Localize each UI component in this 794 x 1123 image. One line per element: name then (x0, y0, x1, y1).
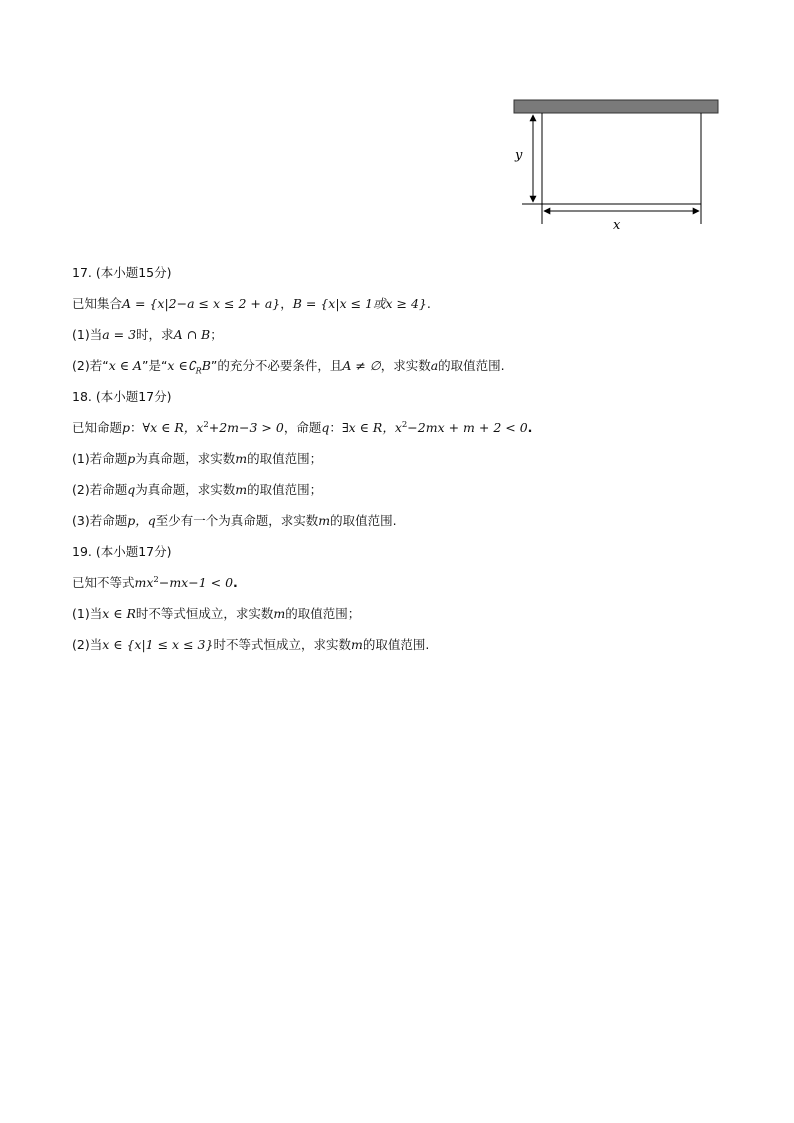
q18-stem: 已知命题p：∀x ∈ R，$x^2+2m-3 > 0$，命题q：∃x ∈ R，$x^2-2mx + m + 2 < 0$. (72, 419, 533, 435)
q17-stem: 已知集合A = {x|2−a ≤ x ≤ 2 + a}，B = {x|x ≤ 1或x ≥ 4}. (72, 296, 431, 311)
diagram-svg (508, 96, 728, 236)
q19-part2: (2)当x ∈ {x|1 ≤ x ≤ 3}时不等式恒成立，求实数m的取值范围. (72, 637, 430, 652)
q17-heading: 17. (本小题15分) (72, 265, 172, 280)
label-y: y (515, 148, 523, 163)
q19-stem: 已知不等式$mx^2-mx-1 < 0$. (72, 574, 238, 590)
q18-part2: (2)若命题q为真命题，求实数m的取值范围； (72, 482, 323, 497)
q19-heading: 19. (本小题17分) (72, 544, 172, 559)
q18-part3: (3)若命题p，q至少有一个为真命题，求实数m的取值范围. (72, 513, 397, 528)
fence-diagram (508, 96, 728, 236)
q17-part2: (2)若“x ∈ A”是“x $\in∁_RB$”的充分不必要条件，且A ≠ ∅，求实数a的取值范围. (72, 358, 505, 376)
label-x: x (613, 218, 621, 233)
q18-heading: 18. (本小题17分) (72, 389, 172, 404)
wall-bar (514, 100, 718, 113)
q17-part1: (1)当a = 3时，求A ∩ B； (72, 327, 223, 342)
q18-part1: (1)若命题p为真命题，求实数m的取值范围； (72, 451, 323, 466)
q19-part1: (1)当x ∈ R时不等式恒成立，求实数m的取值范围； (72, 606, 361, 621)
